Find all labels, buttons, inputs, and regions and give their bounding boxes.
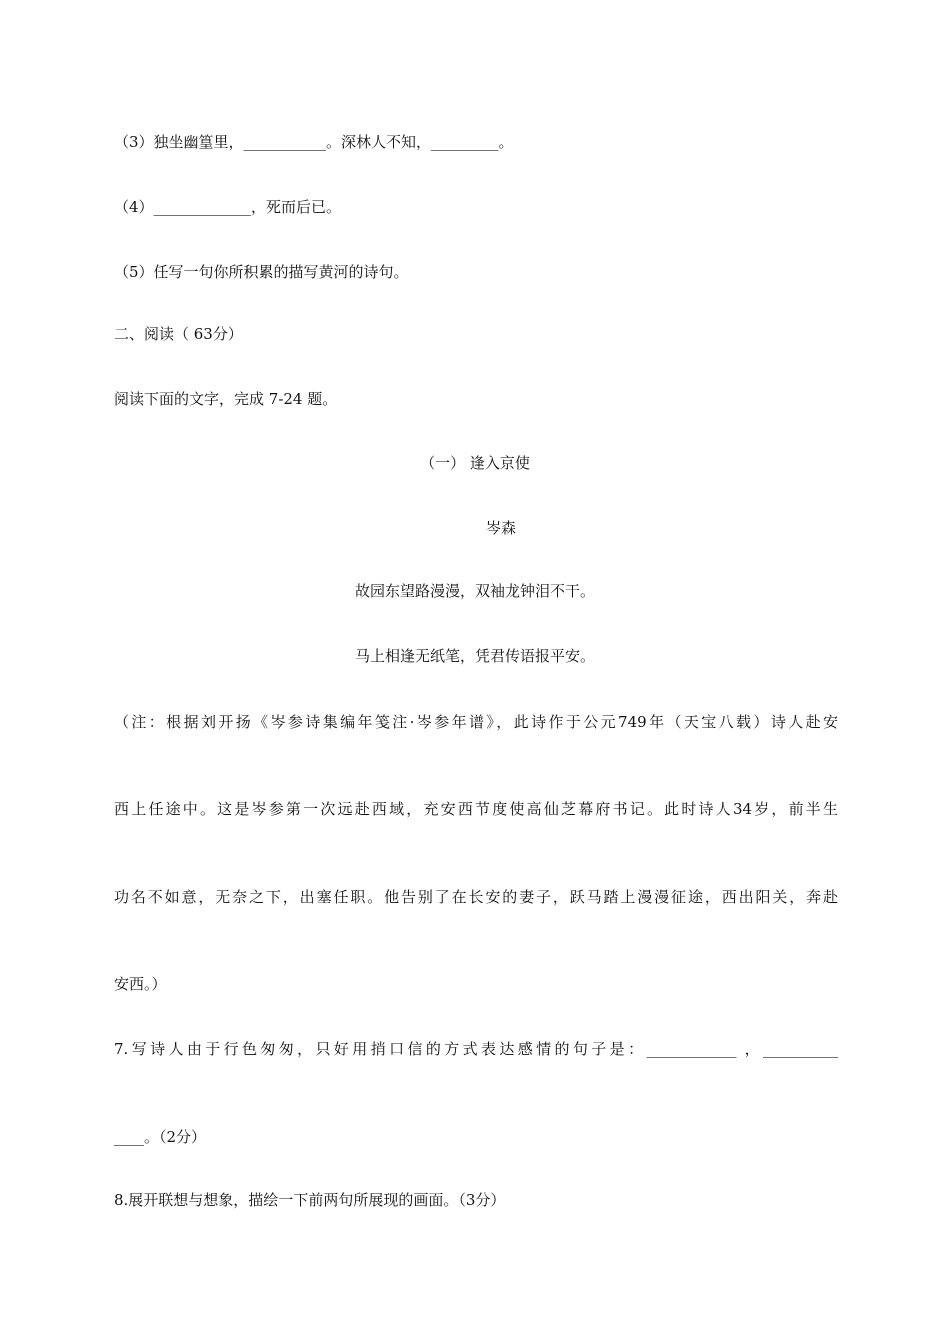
note-line-2: 西上任途中。这是岑参第一次远赴西域，充安西节度使高仙芝幕府书记。此时诗人34岁，前半生 — [114, 800, 838, 818]
note-line-4: 安西。） — [114, 975, 167, 993]
poem-title: （一） 逢入京使 — [420, 454, 530, 472]
reading-instruction: 阅读下面的文字，完成 7-24 题。 — [114, 390, 338, 408]
section-heading: 二、阅读（ 63分） — [114, 325, 243, 343]
poem-author: 岑森 — [486, 519, 517, 537]
poem-line-2: 马上相逢无纸笔，凭君传语报平安。 — [354, 647, 595, 665]
note-line-3: 功名不如意，无奈之下，出塞任职。他告别了在长安的妻子，跃马踏上漫漫征途，西出阳关，奔赴 — [114, 888, 838, 906]
question-5: （5）任写一句你所积累的描写黄河的诗句。 — [114, 263, 409, 281]
note-line-1: （注：根据刘开扬《岑参诗集编年笺注·岑参年谱》，此诗作于公元749年（天宝八载）诗人赴安 — [114, 713, 838, 731]
question-8: 8.展开联想与想象，描绘一下前两句所展现的画面。（3分） — [114, 1191, 506, 1209]
question-3: （3）独坐幽篁里，___________。深林人不知，_________。 — [114, 133, 514, 151]
question-7: 7.写诗人由于行色匆匆，只好用捎口信的方式表达感情的句子是：____________ ，__________ — [114, 1040, 838, 1058]
question-7-continued: ____。（2分） — [114, 1128, 207, 1146]
question-4: （4）_____________，死而后已。 — [114, 198, 342, 216]
poem-line-1: 故园东望路漫漫，双袖龙钟泪不干。 — [354, 582, 595, 600]
